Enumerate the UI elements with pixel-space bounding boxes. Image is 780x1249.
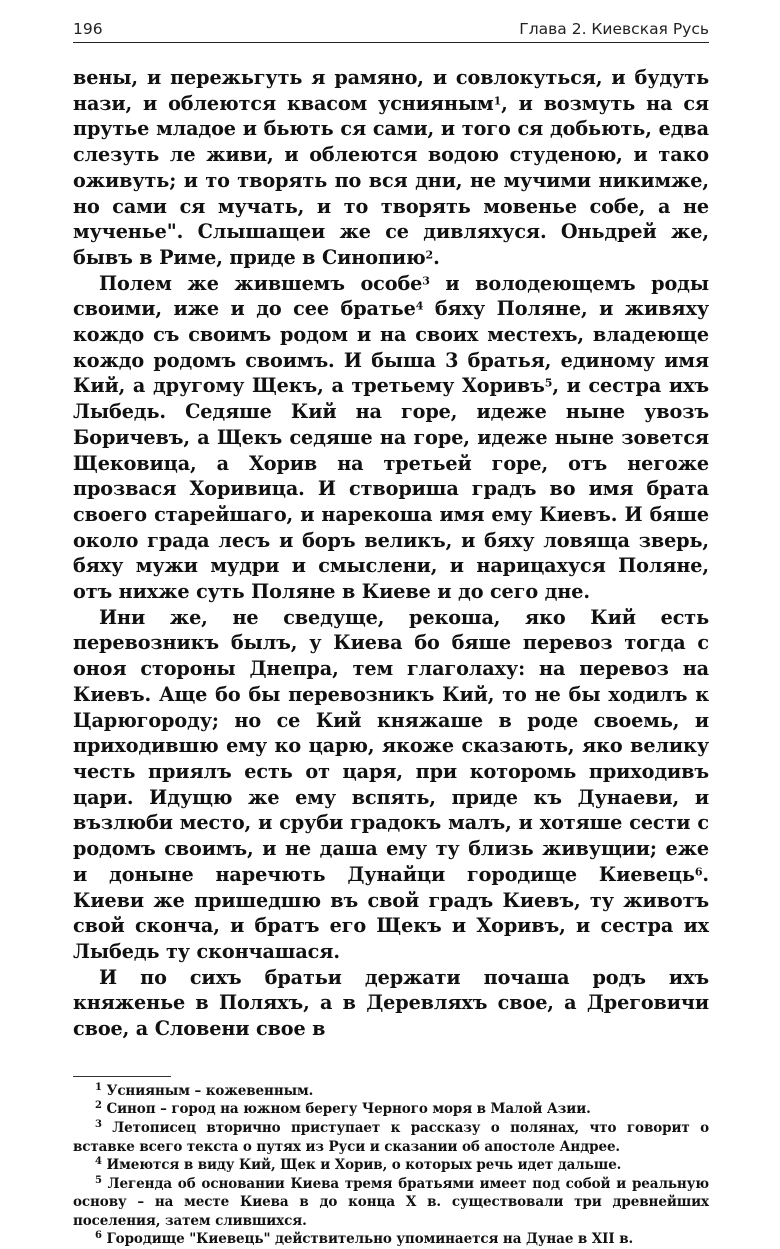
running-header — [73, 20, 709, 43]
paragraph — [73, 65, 709, 271]
footnote-ref: 6 — [694, 865, 703, 879]
footnote-text: Имеются в виду Кий, Щек и Хорив, о которых речь идет дальше. — [101, 1157, 622, 1174]
footnote-number: 1 — [95, 1081, 102, 1093]
footnote-number: 6 — [95, 1230, 102, 1242]
text-run: И по сихъ братьи держати почаша родъ ихъ княженье в Поляхъ, а в Деревляхъ свое, а Дреговичи свое, а Словени свое в — [73, 965, 709, 1041]
paragraph — [73, 965, 709, 1042]
text-run: бяху Поляне, и живяху кождо съ своимъ родом и на своих местехъ, владеюще кождо родомъ своимъ. И быша 3 братья, единому имя Кий, а другому Щекъ, а третьему Хоривъ — [73, 297, 709, 398]
chapter-title: Глава 2. Киевская Русь — [519, 20, 709, 38]
paragraph — [73, 605, 709, 965]
footnote-text: Городище "Киевець" действительно упоминается на Дунае в XII в. — [101, 1231, 634, 1248]
footnote-ref: 2 — [425, 248, 434, 262]
footnote — [73, 1100, 709, 1119]
footnote — [73, 1175, 709, 1231]
book-page — [73, 20, 709, 1249]
footnote-number: 5 — [95, 1174, 102, 1186]
paragraph — [73, 271, 709, 605]
text-run: . Киеви же пришедшю въ свой градъ Киевъ, ту животъ свой сконча, и братъ его Щекъ и Хоривъ, и сестра их Лыбедь ту скончашася. — [73, 862, 709, 963]
text-run: Ини же, не сведуще, рекоша, яко Кий есть перевозникъ былъ, у Киева бо бяше перевоз тогда с оноя стороны Днепра, тем глаголаху: на перевоз на Киевъ. Аще бо бы перевозникъ Кий, то не бы ходилъ к Царюгороду; но се Кий княжаше в роде своемь, и приходившю ему ко царю, якоже сказають, яко велику честь приялъ есть от царя, при которомь приходивъ цари. Идущю же ему вспять, приде къ Дунаеви, и възлюби место, и сруби градокъ малъ, и хотяше сести с родомъ своимъ, и не даша ему ту близь живущии; еже и доныне наречють Дунайци городище Киевець — [73, 605, 709, 886]
footnote — [73, 1156, 709, 1175]
footnote-ref: 1 — [493, 94, 502, 108]
footnote — [73, 1230, 709, 1249]
footnote-number: 3 — [95, 1118, 102, 1130]
main-text — [73, 65, 709, 1042]
footnote-divider — [73, 1076, 171, 1077]
footnotes-section — [73, 1082, 709, 1249]
text-run: Полем же жившемъ особе — [99, 271, 423, 295]
footnote-ref: 5 — [544, 376, 553, 390]
text-run: , и возмуть на ся прутье младое и бьють ся сами, и того ся добьють, едва слезуть ле живи, и облеются водою студеною, и тако оживуть; и то творять по вся дни, не мучими никимже, но сами ся мучать, и то творять мовенье собе, а не мученье". Слышащеи же се дивляхуся. Оньдрей же, бывъ в Риме, приде в Синопию — [73, 91, 709, 269]
footnote-text: Уснияным – кожевенным. — [101, 1082, 314, 1099]
footnote-ref: 3 — [422, 274, 430, 288]
text-run: вены, и пережьгуть я рамяно, и совлокуться, и будуть нази, и облеются квасом уснияным — [73, 66, 709, 115]
footnote-text: Летописец вторично приступает к рассказу о полянах, что говорит о вставке всего текста о путях из Руси и сказании об апостоле Андрее. — [73, 1119, 709, 1155]
footnote — [73, 1082, 709, 1101]
footnote-text: Легенда об основании Киева тремя братьями имеет под собой и реальную основу – на месте Киева в до конца X в. существовали три древнейших поселения, затем слившихся. — [73, 1175, 709, 1229]
footnote-number: 4 — [95, 1156, 102, 1168]
text-run: , и сестра ихъ Лыбедь. Седяше Кий на горе, идеже ныне увозъ Боричевъ, а Щекъ седяше на горе, идеже ныне зовется Щековица, а Хорив на третьей горе, отъ негоже прозвася Хоривица. И створиша градъ во имя брата своего старейшаго, и нарекоша имя ему Киевъ. И бяше около града лесъ и боръ великъ, и бяху ловяща зверь, бяху мужи мудри и смыслени, и нарицахуся Поляне, отъ нихже суть Поляне в Киеве и до сего дне. — [73, 374, 709, 604]
text-run: . — [433, 245, 440, 269]
footnote-text: Синоп – город на южном берегу Черного моря в Малой Азии. — [101, 1101, 591, 1118]
footnote-ref: 4 — [415, 299, 424, 313]
text-run: и володеющемъ роды своими, иже и до сее братье — [73, 271, 709, 321]
footnote-number: 2 — [95, 1100, 102, 1112]
page-number: 196 — [73, 20, 103, 38]
